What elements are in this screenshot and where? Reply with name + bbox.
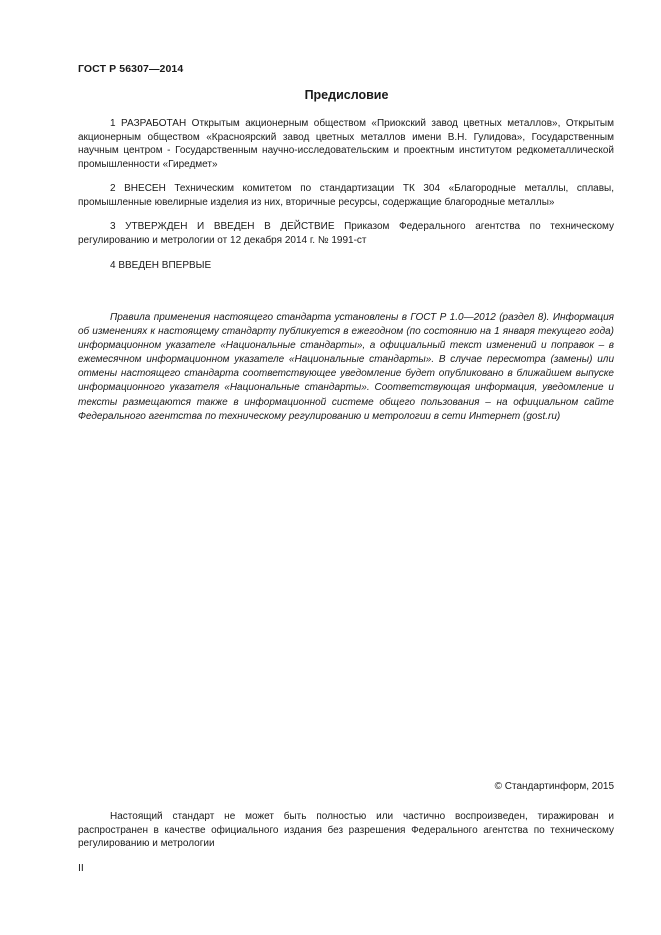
reproduction-notice: Настоящий стандарт не может быть полностью или частично воспроизведен, тиражирован и распространен в качестве официального издания без разрешения Федерального агентства по техническому регулированию и метрологии — [78, 811, 614, 850]
foreword-item-4: 4 ВВЕДЕН ВПЕРВЫЕ — [110, 260, 212, 271]
foreword-title: Предисловие — [304, 88, 389, 102]
foreword-item-1: 1 РАЗРАБОТАН Открытым акционерным обществом «Приокский завод цветных металлов», Открытым акционерным обществом «Красноярский завод цветных металлов имени В.Н. Гулидова», Государственным научным центром - Государственным научно-исследовательским и проектным институтом редкометаллической промышленности «Гиредмет» — [78, 118, 614, 170]
application-rules-notice: Правила применения настоящего стандарта установлены в ГОСТ Р 1.0—2012 (раздел 8). Информация об изменениях к настоящему стандарту публикуется в ежегодном (по состоянию на 1 января текущего года) информационном указателе «Национальные стандарты», а официальный текст изменений и поправок – в ежемесячном информационном указателе «Национальные стандарты». В случае пересмотра (замены) или отмены настоящего стандарта соответствующее уведомление будет опубликовано в ближайшем выпуске информационного указателя «Национальные стандарты». Соответствующая информация, уведомление и тексты размещаются также в информационной системе общего пользования – на официальном сайте Федерального агентства по техническому регулированию и метрологии в сети Интернет (gost.ru) — [78, 312, 614, 422]
standard-code: ГОСТ Р 56307—2014 — [78, 63, 184, 75]
copyright: © Стандартинформ, 2015 — [494, 781, 614, 792]
foreword-item-3: 3 УТВЕРЖДЕН И ВВЕДЕН В ДЕЙСТВИЕ Приказом Федерального агентства по техническому регулированию и метрологии от 12 декабря 2014 г. № 1991-ст — [78, 221, 614, 246]
foreword-item-2: 2 ВНЕСЕН Техническим комитетом по стандартизации ТК 304 «Благородные металлы, сплавы, промышленные ювелирные изделия из них, вторичные ресурсы, содержащие благородные металлы» — [78, 183, 614, 208]
page-number: II — [78, 862, 84, 874]
